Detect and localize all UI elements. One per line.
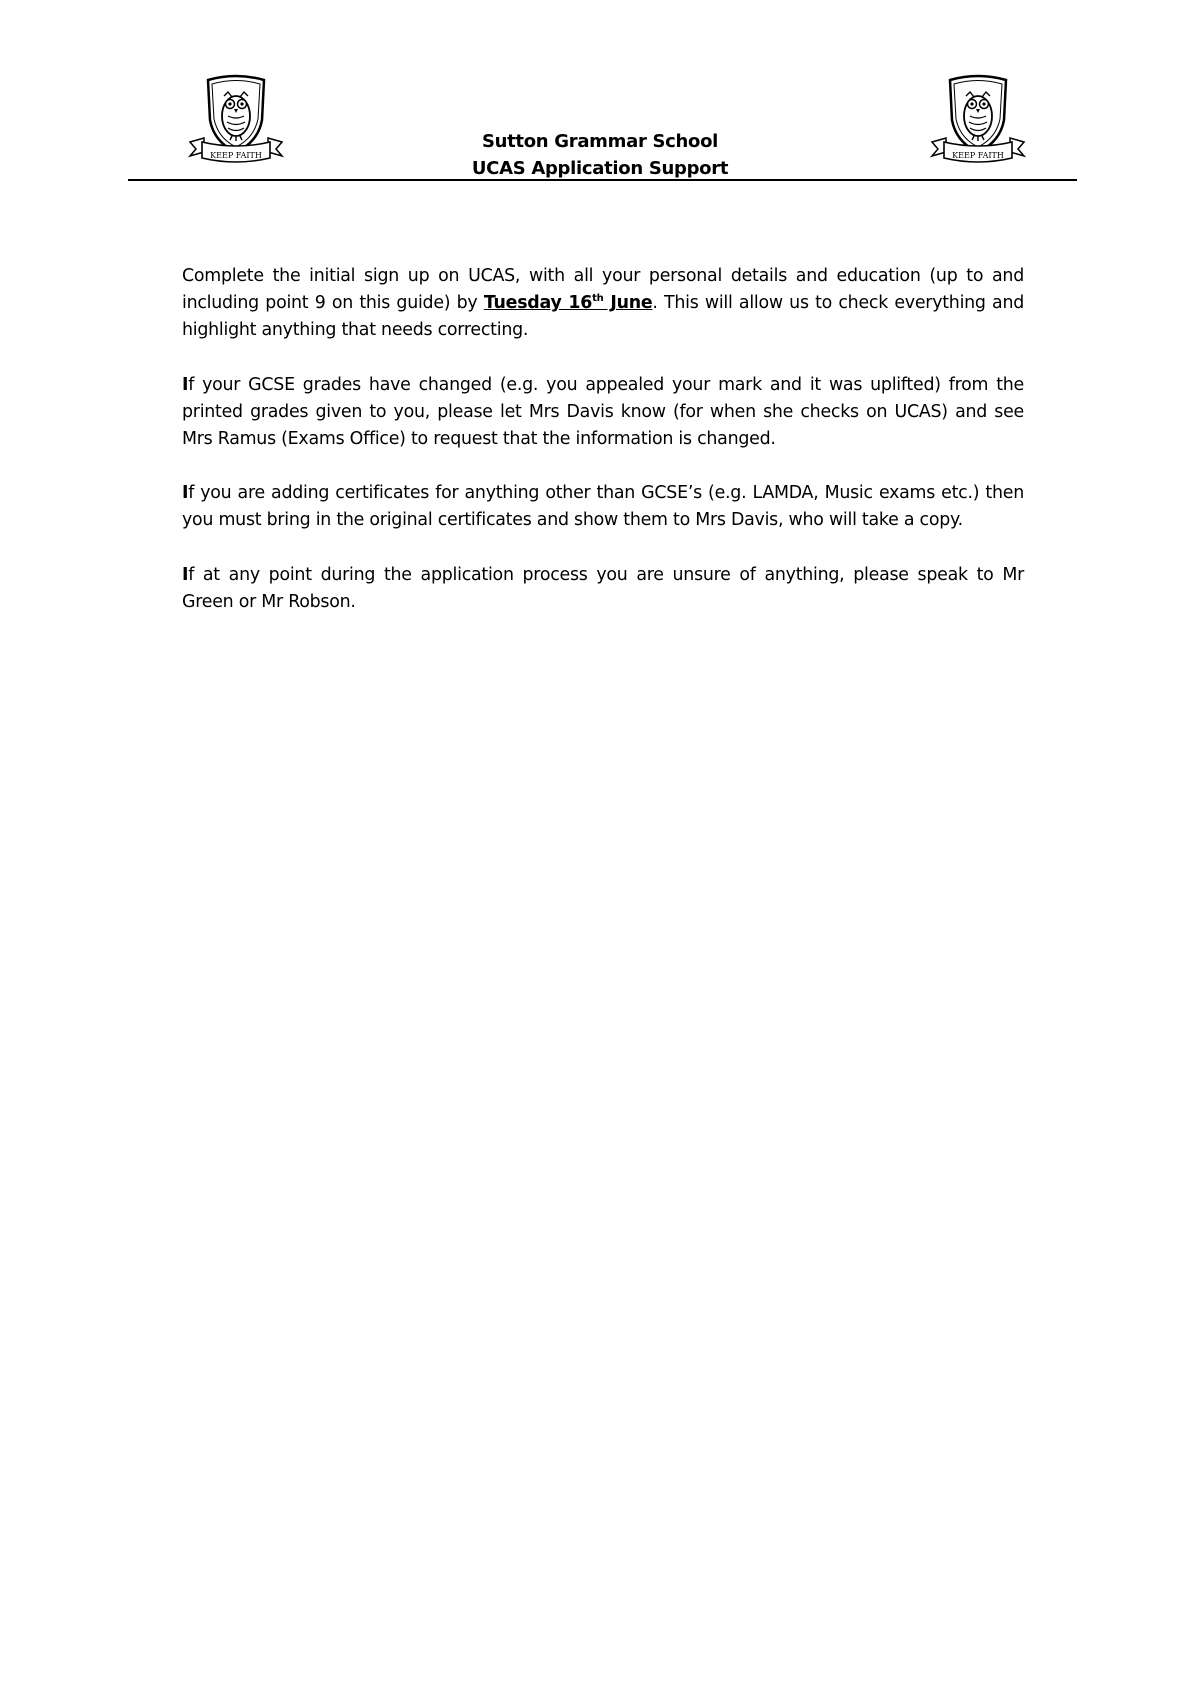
- school-name: Sutton Grammar School: [481, 131, 719, 152]
- paragraph-lead-letter: I: [182, 374, 189, 395]
- paragraph-text: f at any point during the application process you are unsure of anything, please speak to Mr Green or Mr Robson.: [182, 564, 1024, 612]
- document-header: [0, 128, 1200, 182]
- paragraph-certificates: [182, 480, 1024, 534]
- deadline-date: [484, 293, 653, 313]
- document-subtitle: UCAS Application Support: [471, 158, 729, 179]
- deadline-month: June: [603, 293, 653, 314]
- crest-motto-text: KEEP FAITH: [210, 151, 262, 160]
- paragraph-lead-letter: I: [182, 564, 189, 585]
- paragraph-text: f your GCSE grades have changed (e.g. you appealed your mark and it was uplifted) from the printed grades given to you, please let Mrs Davis know (for when she checks on UCAS) and see Mrs Ramus (Exams Office) to request that the information is changed.: [182, 374, 1024, 450]
- header-divider: [128, 179, 1077, 181]
- paragraph-gcse-grades: [182, 372, 1024, 454]
- deadline-day: Tuesday 16: [483, 293, 593, 314]
- paragraph-text: Complete the initial sign up on UCAS, with all your personal details and education (up to and including point 9 on this guide) by: [182, 266, 1024, 314]
- paragraph-sign-up-deadline: [182, 263, 1024, 345]
- paragraph-text: . This will allow us to check everything and highlight anything that needs correcting.: [182, 293, 1025, 341]
- crest-motto-text: KEEP FAITH: [952, 151, 1004, 160]
- document-body: [182, 263, 1024, 643]
- deadline-ordinal-suffix: th: [592, 293, 604, 305]
- paragraph-contact: [182, 562, 1024, 616]
- paragraph-text: f you are adding certificates for anything other than GCSE’s (e.g. LAMDA, Music exams etc.) then you must bring in the original certificates and show them to Mrs Davis, who will take a copy.: [182, 483, 1024, 531]
- paragraph-lead-letter: I: [182, 483, 189, 504]
